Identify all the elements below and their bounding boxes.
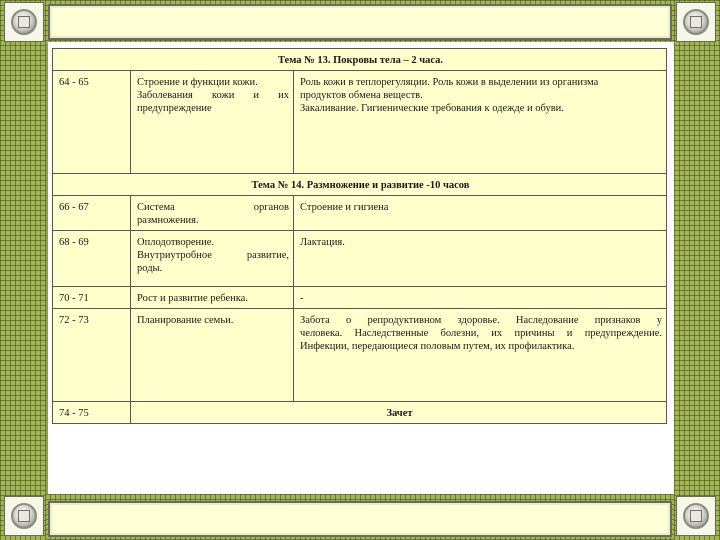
lesson-numbers: 66 - 67 <box>53 196 131 231</box>
corner-ornament-icon <box>676 2 716 42</box>
lesson-title: Система органов размножения. <box>131 196 294 231</box>
lesson-numbers: 74 - 75 <box>53 402 131 424</box>
topic-row <box>53 174 667 196</box>
lesson-title: Планирование семьи. <box>131 309 294 402</box>
lesson-numbers: 68 - 69 <box>53 231 131 287</box>
table-row <box>53 309 667 402</box>
lesson-content: Роль кожи в теплорегуляции. Роль кожи в выделении из организма продуктов обмена веществ. Закаливание. Гигиенические требования к одежде и обуви. <box>294 71 667 174</box>
lesson-numbers: 72 - 73 <box>53 309 131 402</box>
corner-ornament-icon <box>676 496 716 536</box>
lesson-content: - <box>294 287 667 309</box>
lesson-content: Строение и гигиена <box>294 196 667 231</box>
frame-left <box>0 0 46 540</box>
lesson-content: Зачет <box>131 402 667 424</box>
lesson-title: Строение и функции кожи. Заболевания кожи и их предупреждение <box>131 71 294 174</box>
table-row <box>53 231 667 287</box>
table-row <box>53 71 667 174</box>
lesson-numbers: 64 - 65 <box>53 71 131 174</box>
slide-content <box>48 42 674 494</box>
frame-right <box>674 0 720 540</box>
table-row <box>53 196 667 231</box>
table-row <box>53 402 667 424</box>
frame-top-bar <box>48 4 672 40</box>
lesson-content: Лактация. <box>294 231 667 287</box>
corner-ornament-icon <box>4 496 44 536</box>
topic-title: Тема № 13. Покровы тела – 2 часа. <box>53 49 667 71</box>
lesson-title: Оплодотворение. Внутриутробное развитие, роды. <box>131 231 294 287</box>
lesson-title: Рост и развитие ребенка. <box>131 287 294 309</box>
lesson-content: Забота о репродуктивном здоровье. Наследование признаков у человека. Наследственные болезни, их причины и предупреждение. Инфекции, передающиеся половым путем, их профилактика. <box>294 309 667 402</box>
table-row <box>53 287 667 309</box>
topic-row <box>53 49 667 71</box>
topic-title: Тема № 14. Размножение и развитие -10 часов <box>53 174 667 196</box>
lesson-numbers: 70 - 71 <box>53 287 131 309</box>
lesson-plan-table <box>52 48 667 424</box>
corner-ornament-icon <box>4 2 44 42</box>
frame-bottom-bar <box>48 501 672 537</box>
